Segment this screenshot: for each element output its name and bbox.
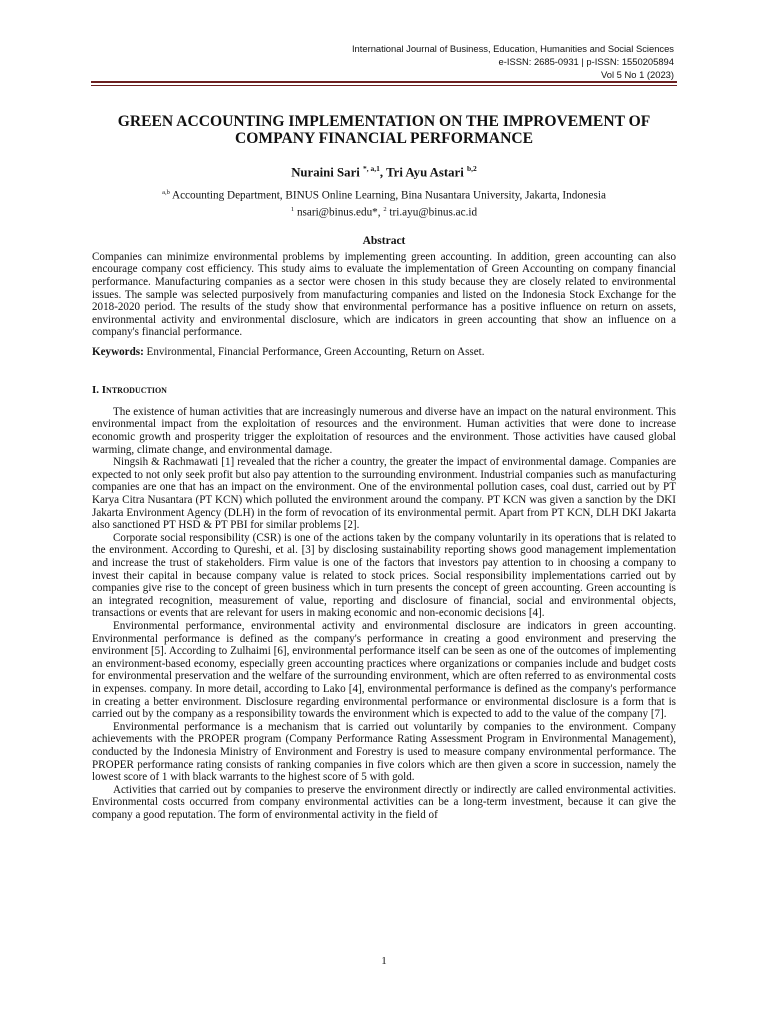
author-2-name: Tri Ayu Astari bbox=[386, 165, 464, 180]
introduction-body bbox=[92, 406, 676, 822]
intro-paragraph: The existence of human activities that are increasingly numerous and diverse have an impact on the natural environment. This environmental impact from the exploitation of resources and the environment. Human activities that were done to increase economic growth and prosperity trigger the exploitation of resources and the environment. Those activities have caused global warming, climate change, and environmental damage. bbox=[92, 405, 676, 456]
abstract-text: Companies can minimize environmental problems by implementing green accounting. In addition, green accounting can also encourage company cost efficiency. This study aims to evaluate the implementation of Green Accounting on company financial performance. Manufacturing companies as a sector were chosen in this study because they are closely related to environmental issues. The sample was selected purposively from manufacturing companies and listed on the Indonesia Stock Exchange for the 2018-2020 period. The results of the study show that environmental performance has a positive influence on return on assets, environmental activity and environmental disclosure, which are indicators in green accounting that show an influence on a company's financial performance. bbox=[92, 250, 676, 339]
journal-header bbox=[352, 42, 674, 81]
author-1-sup: *, a,1 bbox=[363, 164, 380, 173]
intro-paragraph: Corporate social responsibility (CSR) is one of the actions taken by the company voluntarily in its operations that is related to the environment. According to Qureshi, et al. [3] by disclosing sustainability reporting shows good management implementation and increase the trust of stakeholders. Firm value is one of the factors that investors pay attention to in choosing a company to invest their capital in because company value is related to stock prices. Social responsibility implementations carried out by companies give rise to the concept of green business which in turn presents the concept of green accounting. Green accounting is an integrated recognition, measurement of value, reporting and disclosure of financial, social and environmental objects, transactions or events that are relevant for users in making economic and non-economic decisions [4]. bbox=[92, 531, 676, 620]
email-1: nsari@binus.edu*, bbox=[294, 206, 384, 219]
author-separator: , bbox=[379, 165, 387, 180]
intro-paragraph: Environmental performance is a mechanism that is carried out voluntarily by companies to the environment. Company achievements with the PROPER program (Company Performance Rating Assessment Program in Environmental Management), conducted by the Indonesia Ministry of Environment and Forestry is used to measure company environmental performance. The PROPER performance rating consists of ranking companies in five colors which are then given a score in succession, namely the lowest score of 1 with black warrants to the highest score of 5 with gold. bbox=[92, 720, 676, 784]
section-title: Introduction bbox=[101, 383, 167, 396]
intro-paragraph: Ningsih & Rachmawati [1] revealed that the richer a country, the greater the impact of environmental damage. Companies are expected to not only seek profit but also pay attention to the surrounding environment. Industrial companies such as manufacturing companies are one that has an impact on the environment. One of the environmental pollution cases, coal dust, carried out by PT Karya Citra Nusantara (PT KCN) which polluted the environment around the company. PT KCN was given a sanction by the DKI Jakarta Environment Agency (DLH) in the form of revocation of its environmental permit. Apart from PT KCN, DLH DKI Jakarta also sanctioned PT HSD & PT PBI for similar problems [2]. bbox=[92, 456, 676, 532]
intro-paragraph: Activities that carried out by companies to preserve the environment directly or indirectly are called environmental activities. Environmental costs occurred from company environmental activities can be a long-term investment, because it can give the company a good reputation. The form of environmental activity in the field of bbox=[92, 783, 676, 821]
author-1-name: Nuraini Sari bbox=[291, 165, 360, 180]
email-line bbox=[92, 203, 676, 220]
author-2-sup: b,2 bbox=[467, 164, 477, 173]
email-2-sup: 2 bbox=[383, 206, 387, 213]
email-1-sup: 1 bbox=[290, 206, 295, 213]
journal-name: International Journal of Business, Education, Humanities and Social Sciences bbox=[351, 43, 674, 54]
paper-content bbox=[92, 113, 676, 821]
keywords-label: Keywords: bbox=[92, 345, 144, 358]
section-number: I. bbox=[92, 383, 100, 396]
abstract-heading: Abstract bbox=[362, 234, 406, 247]
author-line bbox=[92, 161, 676, 180]
keywords-list: Environmental, Financial Performance, Green Accounting, Return on Asset. bbox=[143, 345, 485, 358]
journal-issn: e-ISSN: 2685-0931 | p-ISSN: 1550205894 bbox=[498, 56, 674, 67]
intro-paragraph: Environmental performance, environmental activity and environmental disclosure are indicators in green accounting. Environmental performance is defined as the company's performance in creating a good environment and preserving the environment [5]. According to Zulhaimi [6], environmental performance itself can be seen as one of the outcomes of implementing an environment-based economy, especially green accounting practices where organizations or companies include and budget costs for environmental preservation and the welfare of the surrounding environment, which are often referred to as environmental costs in expenses. company. In more detail, according to Lako [4], environmental performance is defined as the company's performance in creating a better environment. Disclosure regarding environmental performance or environmental disclosure is a form that is carried out by the company as a responsibility towards the environment which is expected to add to the value of the company [7]. bbox=[92, 619, 676, 721]
keywords-line bbox=[92, 346, 676, 359]
journal-volume: Vol 5 No 1 (2023) bbox=[601, 69, 674, 80]
page-number: 1 bbox=[381, 955, 387, 967]
paper-title: GREEN ACCOUNTING IMPLEMENTATION ON THE IMPROVEMENT OF COMPANY FINANCIAL PERFORMANCE bbox=[117, 113, 651, 147]
header-rule-thin bbox=[91, 85, 677, 86]
affiliation-line bbox=[92, 186, 676, 203]
affiliation-sup: a,b bbox=[162, 189, 170, 197]
header-rule-thick bbox=[91, 81, 677, 83]
section-heading bbox=[92, 384, 676, 397]
affiliation-text: Accounting Department, BINUS Online Learning, Bina Nusantara University, Jakarta, Indonesia bbox=[169, 190, 606, 202]
email-2: tri.ayu@binus.ac.id bbox=[386, 206, 478, 219]
